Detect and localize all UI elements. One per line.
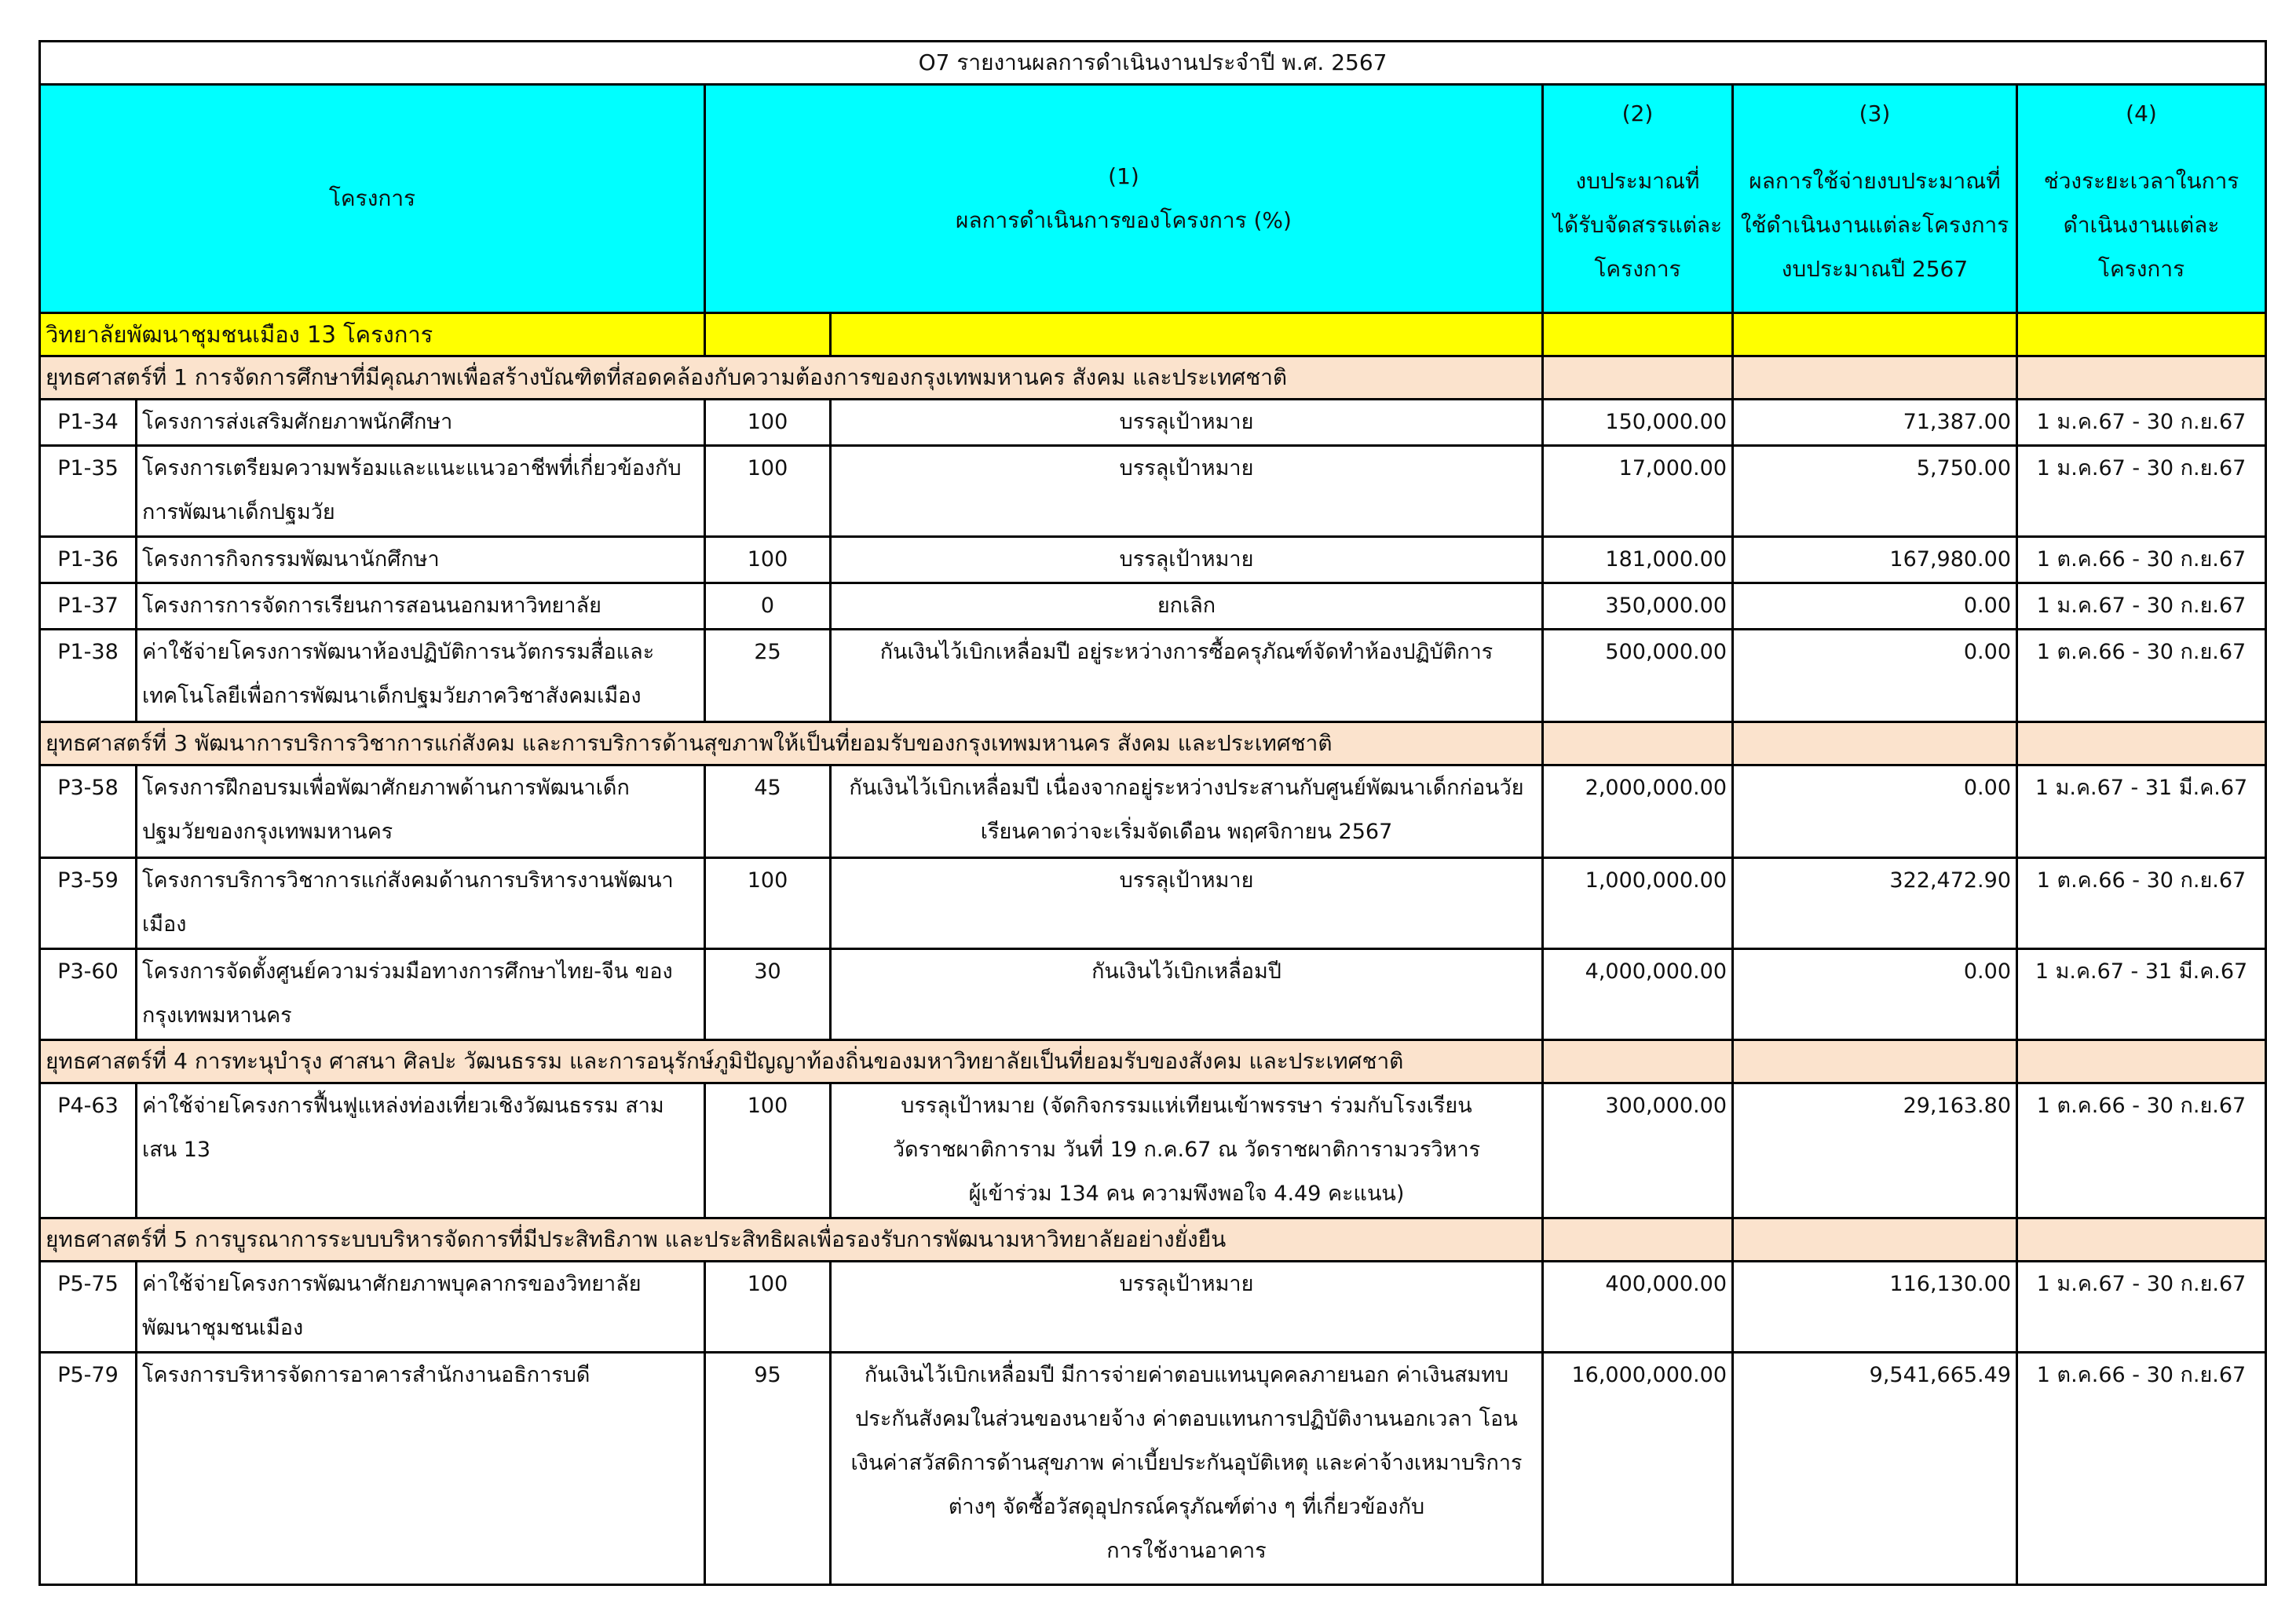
project-percent: 100	[705, 446, 831, 537]
project-result-line: กันเงินไว้เบิกเหลื่อมปี มีการจ่ายค่าตอบแทนบุคคลภายนอก ค่าเงินสมทบ	[864, 1363, 1509, 1387]
strategy-cell-empty	[2017, 722, 2266, 765]
strategy-row	[40, 1040, 2266, 1083]
project-name-line: ค่าใช้จ่ายโครงการฟื้นฟูแหล่งท่องเที่ยวเชิงวัฒนธรรม สาม	[142, 1094, 664, 1118]
project-percent: 100	[705, 400, 831, 446]
project-percent: 45	[705, 765, 831, 858]
project-period: 1 ม.ค.67 - 30 ก.ย.67	[2017, 400, 2266, 446]
project-result-line: บรรลุเป้าหมาย (จัดกิจกรรมแห่เทียนเข้าพรรษา ร่วมกับโรงเรียน	[901, 1094, 1472, 1118]
project-percent: 0	[705, 583, 831, 630]
unit-cell-empty	[1543, 313, 1733, 356]
project-name-line: กรุงเทพมหานคร	[142, 1003, 292, 1028]
project-period: 1 ต.ค.66 - 30 ก.ย.67	[2017, 537, 2266, 583]
project-result-line: ยกเลิก	[1157, 594, 1216, 618]
project-spent: 71,387.00	[1733, 400, 2017, 446]
project-name	[137, 537, 705, 583]
project-row	[40, 765, 2266, 858]
project-result	[831, 949, 1543, 1040]
project-percent: 100	[705, 1083, 831, 1218]
strategy-label: ยุทธศาสตร์ที่ 4 การทะนุบำรุง ศาสนา ศิลปะ วัฒนธรรม และการอนุรักษ์ภูมิปัญญาท้องถิ่นของมหาวิทยาลัยเป็นที่ยอมรับของสังคม และประเทศชาติ	[40, 1040, 1543, 1083]
project-name-line: โครงการกิจกรรมพัฒนานักศึกษา	[142, 547, 440, 572]
strategy-cell-empty	[1543, 1218, 1733, 1262]
strategy-row	[40, 356, 2266, 400]
project-name-line: โครงการฝึกอบรมเพื่อพัฒาศักยภาพด้านการพัฒนาเด็ก	[142, 776, 630, 800]
project-result	[831, 1353, 1543, 1585]
report-title: O7 รายงานผลการดำเนินงานประจำปี พ.ศ. 2567	[40, 42, 2266, 85]
project-result	[831, 630, 1543, 722]
strategy-row	[40, 722, 2266, 765]
project-name-line: ค่าใช้จ่ายโครงการพัฒนาศักยภาพบุคลากรของวิทยาลัย	[142, 1272, 642, 1296]
project-period: 1 ม.ค.67 - 30 ก.ย.67	[2017, 446, 2266, 537]
project-budget: 500,000.00	[1543, 630, 1733, 722]
project-name-line: ค่าใช้จ่ายโครงการพัฒนาห้องปฏิบัติการนวัตกรรมสื่อและ	[142, 640, 655, 664]
strategy-label: ยุทธศาสตร์ที่ 3 พัฒนาการบริการวิชาการแก่สังคม และการบริการด้านสุขภาพให้เป็นที่ยอมรับของกรุงเทพมหานคร สังคม และประเทศชาติ	[40, 722, 1543, 765]
project-result-line: ประกันสังคมในส่วนของนายจ้าง ค่าตอบแทนการปฏิบัติงานนอกเวลา โอน	[855, 1407, 1518, 1431]
project-name-line: โครงการส่งเสริมศักยภาพนักศึกษา	[142, 410, 453, 434]
strategy-cell-empty	[1733, 356, 2017, 400]
project-result-line: บรรลุเป้าหมาย	[1119, 868, 1254, 893]
header-col3-number: (3)	[1859, 100, 1891, 126]
strategy-cell-empty	[2017, 356, 2266, 400]
report-table	[38, 40, 2267, 1586]
project-row	[40, 400, 2266, 446]
header-col4	[2017, 85, 2266, 313]
project-code: P5-79	[40, 1353, 137, 1585]
project-budget: 150,000.00	[1543, 400, 1733, 446]
project-spent: 0.00	[1733, 949, 2017, 1040]
unit-cell-empty	[2017, 313, 2266, 356]
project-percent: 30	[705, 949, 831, 1040]
strategy-cell-empty	[1543, 356, 1733, 400]
header-col4-line: ดำเนินงานแต่ละโครงการ	[2063, 212, 2220, 282]
project-period: 1 ต.ค.66 - 30 ก.ย.67	[2017, 858, 2266, 949]
project-name	[137, 1353, 705, 1585]
project-result-line: กันเงินไว้เบิกเหลื่อมปี เนื่องจากอยู่ระหว่างประสานกับศูนย์พัฒนาเด็กก่อนวัย	[849, 776, 1524, 800]
header-col3-line: ใช้ดำเนินงานแต่ละโครงการ	[1740, 212, 2009, 238]
project-code: P3-58	[40, 765, 137, 858]
header-col1	[705, 85, 1543, 313]
project-budget: 4,000,000.00	[1543, 949, 1733, 1040]
project-result-line: บรรลุเป้าหมาย	[1119, 1272, 1254, 1296]
strategy-cell-empty	[2017, 1218, 2266, 1262]
project-name	[137, 765, 705, 858]
project-result	[831, 765, 1543, 858]
project-budget: 400,000.00	[1543, 1262, 1733, 1353]
unit-row	[40, 313, 2266, 356]
project-spent: 0.00	[1733, 583, 2017, 630]
report-sheet	[38, 40, 2265, 1586]
project-row	[40, 630, 2266, 722]
project-spent: 322,472.90	[1733, 858, 2017, 949]
project-name-line: โครงการบริหารจัดการอาคารสำนักงานอธิการบดี	[142, 1363, 590, 1387]
project-name	[137, 446, 705, 537]
project-name-line: เสน 13	[142, 1138, 211, 1162]
project-percent: 95	[705, 1353, 831, 1585]
project-budget: 350,000.00	[1543, 583, 1733, 630]
project-row	[40, 537, 2266, 583]
project-name	[137, 1262, 705, 1353]
project-period: 1 ต.ค.66 - 30 ก.ย.67	[2017, 1353, 2266, 1585]
project-budget: 17,000.00	[1543, 446, 1733, 537]
project-result	[831, 400, 1543, 446]
strategy-label: ยุทธศาสตร์ที่ 5 การบูรณาการระบบบริหารจัดการที่มีประสิทธิภาพ และประสิทธิผลเพื่อรองรับการพัฒนามหาวิทยาลัยอย่างยั่งยืน	[40, 1218, 1543, 1262]
project-name	[137, 858, 705, 949]
project-percent: 100	[705, 537, 831, 583]
project-code: P4-63	[40, 1083, 137, 1218]
strategy-cell-empty	[1543, 722, 1733, 765]
project-name-line: โครงการเตรียมความพร้อมและแนะแนวอาชีพที่เกี่ยวข้องกับ	[142, 456, 682, 480]
strategy-label: ยุทธศาสตร์ที่ 1 การจัดการศึกษาที่มีคุณภาพเพื่อสร้างบัณฑิตที่สอดคล้องกับความต้องการของกรุงเทพมหานคร สังคม และประเทศชาติ	[40, 356, 1543, 400]
project-result	[831, 537, 1543, 583]
project-row	[40, 446, 2266, 537]
project-spent: 167,980.00	[1733, 537, 2017, 583]
project-result-line: ผู้เข้าร่วม 134 คน ความพึงพอใจ 4.49 คะแนน)	[968, 1182, 1405, 1206]
project-row	[40, 949, 2266, 1040]
project-name-line: โครงการการจัดการเรียนการสอนนอกมหาวิทยาลัย	[142, 594, 601, 618]
unit-cell-empty	[831, 313, 1543, 356]
project-percent: 100	[705, 1262, 831, 1353]
header-col2-line: ได้รับจัดสรรแต่ละ	[1552, 212, 1723, 238]
header-col1-label: ผลการดำเนินการของโครงการ (%)	[956, 207, 1292, 233]
project-spent: 116,130.00	[1733, 1262, 2017, 1353]
project-name	[137, 400, 705, 446]
header-col3-line: งบประมาณปี 2567	[1781, 256, 1969, 282]
strategy-cell-empty	[2017, 1040, 2266, 1083]
project-name-line: เทคโนโลยีเพื่อการพัฒนาเด็กปฐมวัยภาควิชาสังคมเมือง	[142, 684, 642, 708]
project-name-line: โครงการจัดตั้งศูนย์ความร่วมมือทางการศึกษาไทย-จีน ของ	[142, 959, 673, 984]
project-spent: 0.00	[1733, 630, 2017, 722]
project-period: 1 ม.ค.67 - 31 มี.ค.67	[2017, 949, 2266, 1040]
project-budget: 181,000.00	[1543, 537, 1733, 583]
project-spent: 9,541,665.49	[1733, 1353, 2017, 1585]
header-col2-number: (2)	[1621, 100, 1654, 126]
project-code: P1-36	[40, 537, 137, 583]
project-result-line: บรรลุเป้าหมาย	[1119, 456, 1254, 480]
project-code: P3-60	[40, 949, 137, 1040]
project-percent: 25	[705, 630, 831, 722]
project-spent: 0.00	[1733, 765, 2017, 858]
strategy-row	[40, 1218, 2266, 1262]
header-col2-line: โครงการ	[1594, 256, 1681, 282]
project-code: P1-38	[40, 630, 137, 722]
project-percent: 100	[705, 858, 831, 949]
project-name-line: โครงการบริการวิชาการแก่สังคมด้านการบริหารงานพัฒนา	[142, 868, 674, 893]
project-spent: 29,163.80	[1733, 1083, 2017, 1218]
project-code: P1-34	[40, 400, 137, 446]
project-name	[137, 630, 705, 722]
project-name-line: พัฒนาชุมชนเมือง	[142, 1316, 304, 1340]
project-period: 1 ต.ค.66 - 30 ก.ย.67	[2017, 630, 2266, 722]
project-name	[137, 949, 705, 1040]
project-result-line: กันเงินไว้เบิกเหลื่อมปี อยู่ระหว่างการซื้อครุภัณฑ์จัดทำห้องปฏิบัติการ	[879, 640, 1493, 664]
header-col3	[1733, 85, 2017, 313]
project-row	[40, 1083, 2266, 1218]
project-code: P3-59	[40, 858, 137, 949]
project-result-line: บรรลุเป้าหมาย	[1119, 547, 1254, 572]
header-col4-line: ช่วงระยะเวลาในการ	[2043, 168, 2239, 194]
project-name	[137, 1083, 705, 1218]
unit-label: วิทยาลัยพัฒนาชุมชนเมือง 13 โครงการ	[40, 313, 705, 356]
project-code: P5-75	[40, 1262, 137, 1353]
project-result	[831, 858, 1543, 949]
project-result-line: กันเงินไว้เบิกเหลื่อมปี	[1091, 959, 1281, 984]
project-period: 1 ต.ค.66 - 30 ก.ย.67	[2017, 1083, 2266, 1218]
project-budget: 300,000.00	[1543, 1083, 1733, 1218]
project-period: 1 ม.ค.67 - 31 มี.ค.67	[2017, 765, 2266, 858]
project-row	[40, 858, 2266, 949]
header-project: โครงการ	[40, 85, 705, 313]
header-col3-line: ผลการใช้จ่ายงบประมาณที่	[1749, 168, 2001, 194]
project-name-line: เมือง	[142, 912, 187, 937]
project-row	[40, 583, 2266, 630]
project-result	[831, 583, 1543, 630]
unit-cell-empty	[705, 313, 831, 356]
title-row	[40, 42, 2266, 85]
project-result	[831, 446, 1543, 537]
header-col2-line: งบประมาณที่	[1575, 168, 1700, 194]
strategy-cell-empty	[1733, 722, 2017, 765]
project-budget: 2,000,000.00	[1543, 765, 1733, 858]
project-result	[831, 1083, 1543, 1218]
header-col1-number: (1)	[1108, 163, 1139, 189]
unit-cell-empty	[1733, 313, 2017, 356]
project-code: P1-37	[40, 583, 137, 630]
project-row	[40, 1262, 2266, 1353]
strategy-cell-empty	[1733, 1218, 2017, 1262]
project-name	[137, 583, 705, 630]
project-period: 1 ม.ค.67 - 30 ก.ย.67	[2017, 583, 2266, 630]
project-result-line: เงินค่าสวัสดิการด้านสุขภาพ ค่าเบี้ยประกันอุบัติเหตุ และค่าจ้างเหมาบริการ	[850, 1451, 1523, 1475]
project-code: P1-35	[40, 446, 137, 537]
project-spent: 5,750.00	[1733, 446, 2017, 537]
project-name-line: การพัฒนาเด็กปฐมวัย	[142, 500, 335, 524]
project-budget: 1,000,000.00	[1543, 858, 1733, 949]
strategy-cell-empty	[1733, 1040, 2017, 1083]
project-period: 1 ม.ค.67 - 30 ก.ย.67	[2017, 1262, 2266, 1353]
project-budget: 16,000,000.00	[1543, 1353, 1733, 1585]
project-result-line: ต่างๆ จัดซื้อวัสดุอุปกรณ์ครุภัณฑ์ต่าง ๆ ที่เกี่ยวข้องกับ	[948, 1495, 1425, 1519]
project-result-line: การใช้งานอาคาร	[1106, 1539, 1267, 1563]
project-result	[831, 1262, 1543, 1353]
header-row	[40, 85, 2266, 313]
project-row	[40, 1353, 2266, 1585]
project-result-line: เรียนคาดว่าจะเริ่มจัดเดือน พฤศจิกายน 2567	[980, 820, 1393, 844]
strategy-cell-empty	[1543, 1040, 1733, 1083]
project-name-line: ปฐมวัยของกรุงเทพมหานคร	[142, 820, 393, 844]
header-col4-number: (4)	[2126, 100, 2157, 126]
header-col2	[1543, 85, 1733, 313]
project-result-line: วัดราชผาติการาม วันที่ 19 ก.ค.67 ณ วัดราชผาติการามวรวิหาร	[892, 1138, 1481, 1162]
project-result-line: บรรลุเป้าหมาย	[1119, 410, 1254, 434]
